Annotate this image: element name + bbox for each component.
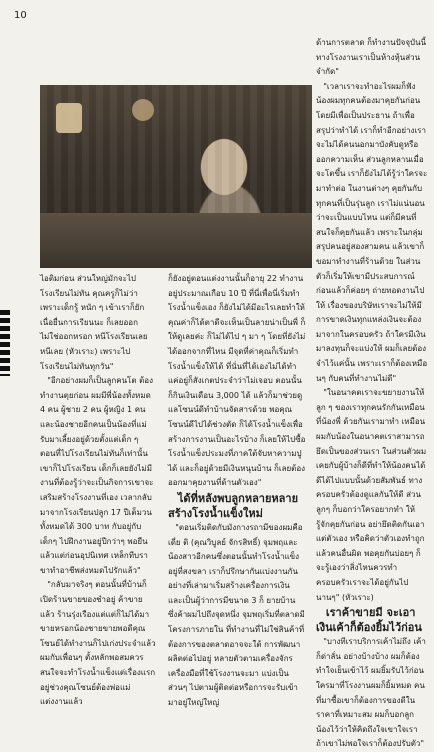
col3-paragraph-4: "บางทีเราบริการเค้าไม่ถึง เค้าก็ด่าลั่น อย่างบ้างบ้าง ผมก็ต้องทำใจเย็นเข้าไว้ ผมยิ้มรับไว้ก่อน ใครมาที่โรงงานผมก็ยิ้มหมด คนที่มาซื้อเขาก็ต้องการของดีในราคาที่เหมาะสม ผมก็บอกลูกน้องไว้ว่าให้คิดถึงใจเขาใจเรา ถ้าเขาไม่พอใจเราก็ต้องปรับตัว" [316, 637, 426, 749]
col3-paragraph-3: "ในอนาคตเราจะขยายงานให้ลูก ๆ ของเราทุกคนรักกันเหมือนที่น้องพี่ ด้วยกันเรามาทำ เหมือนผมกับน้องในอนาคตเราสามารถยึดเป็นของส่วนเรา ในส่วนตัวผมเคยกับผู้บ้างก็ดีที่ทำให้น้องคนได้ดีได้ไปแบบนั้นด้วยสัมพันธ์ ทางครอบครัวต้องดูแลกันให้ดี ส่วนลูกๆ ก็บอกว่าใครอยากทำ ให้รู้จักคุยกันก่อน อย่ายึดติดกันเอาแต่ตัวเอง หรือคิดว่าตัวเองทำถูกแล้วคนอื่นผิด พอคุยกันบ่อยๆ ก็จะรู้เองว่าสิ่งไหนควรทำ ครอบครัวเราจะได้อยู่กันไปนานๆ" (หัวเราะ) [316, 388, 427, 602]
col2-paragraph-2: "ตอนเริ่มติดกับมังกางรถามีของผมคือเดี่ย ติ (คุณวิบูลย์ จักรสิทธิ์) จุมพฤและน้องสาวอีกคนซึ่งตอนนั้นทำโรงน้ำแข็งอยู่ที่สงขลา เราก็ปรึกษากันแบ่งงานกัน อย่างที่เล่ามาเริ่มสร้างเครื่องการเงิน และเป็นผู้ว่าการมีขนาด 3 ก็ ยายบ้าน ซึ่งค้าผมไปถึงจุดหนึ่ง จุมพฤเริ่มที่ตลาดมีโครงการภายใน ที่ทำงานที่ไม่ใช่สินค้าที่ต้องการของตลาดอาจจะใต้ การพัฒนาผลิตต่อไปอยู่ หลายตัวตามเครื่องจักรเครื่องมือที่ใช้โรงงานจะมา แบ่งเป็นส่วนๆ ไปตามผู้ติดต่อหรือการจะรับเข้ามาอยู่ใหญ่ใหญ่ [168, 522, 305, 708]
sofa-shape [40, 213, 312, 268]
page-number: 10 [14, 10, 27, 21]
col1-paragraph-3: "กลับมาจริงๆ ตอนนั้นที่บ้านก็เปิดร้านขายของชำอยู่ ค้าขายแล้ว ร้านรุ่งเรืองแต่แต่ก็ไม่ได้มาขายหรอกน้องชายขายพอดีคุณโซนย์ได้ทำงานก็ไปเก่งประจำแล้ว ผมกับเพื่อนๆ ตั้งหลักพอสมควร สนใจจะทำโรงน้ำแข็งแต่เรื่องแรกอยู่ช่วงคุณโซนย์ต้องพ่อแม่ แต่งงานแล้ว [40, 580, 156, 707]
photo [40, 85, 312, 268]
col2-paragraph-1: ก็ยังอยู่ตอนแต่งงานนั้นก็อายุ 22 ทำงานอยู่ประมาณเกือบ 10 ปี ที่นี่เพื่อนี่เริ่มทำโรงน้ำแข็งเอง ก็ยังไม่ได้มีอะไรเลยทำให้คุณค่าก็ได้ตาดีจะเห็นเป็นลายน่าเป็นพี่ ก็ให้ดูเลยค่ะ ก็ไม่ได้ไป ๆ มา ๆ โดยที่ยังไม่ได้ออกจากที่ไหน มีจุดที่ค่าคุณก็เริ่มทำโรงน้ำแข็งให้ได้ ที่นั่นที่ได้เองไม่ได้ทำ แค่อยู่ก็สังเกตประจำว่าไม่เจอบ ตอนนั้นก็กินเงินเดือน 3,000 ได้ แล้วก็มาช่วยดูแลโซนน์ดีทำบ้านจัดสารด้วย พอคุณโซนน์ดีไปได้ช่วงตัด ก็ได้โรงน้ำแข็งเพื่อสร้างการงานเป็นอะไรบ้าง ก็เลยให้ไปซื้อโรงน้ำแข็งประมงที่ภาคใต้จับหาความปูได้ และก็อยู่ด้วยมีเงินหนุนบ้าน ก็เลยต้องออกมาคุยงานที่ด้านตัวเอง" [168, 274, 306, 488]
col1-paragraph-1: ไอติมก่อน ส่วนใหญ่มักจะไปโรงเรียนไม่ทัน คุณครูก็ไม่ว่า เพราะเด็กรู้ หนัก ๆ เข้าเราก็ยักเนื่อยื่นการเรียนนะ ก็เลยออก ไม่ใช่ออกหรอก หนีโรงเรียนเลย หนีเลย (หัวเราะ) เพราะไปโรงเรียนไม่ทันทุกวัน" [40, 274, 148, 371]
section-heading-2: เราค้าขายมี จะเอาเงินเค้าก็ต้องยิ้มไว้ก่อน [316, 606, 422, 635]
col1-paragraph-2: "อีกอย่างผมก็เป็นลูกคนโต ต้องทำงานตุยก่อน ผมมีพี่น้องทั้งหมด 4 คน ผู้ชาย 2 คน ผู้หญิง 1 คน และน้องชายอีกคนเป็นน้องที่แม่รับมาเลี้ยงอยู่ด้วยตั้งแต่เด็ก ๆ ตอนที่ไปโรงเรียนไม่ทันก็เท่านั้นเขาก็ไปโรงเรียน เด็กก็เลยยังไม่มีงานที่ต้องรู้ว่าจะเป็นกิจการเขาจะเสริมสร้างโรงงานที่เอง เวลากลับมาจากโรงเรียนปลูก 17 ปีเต็มวนทั้งหมดได้ 300 บาท กับอยู่กับเด็กๆ ไปฝึกงานอยู่ปีกว่าๆ พอยืนแล้วแต่ก่อนอุปนิเทศ เหล็กทีบรา ขาทำอาชีพส่งหมดไปรักแล้ว" [40, 376, 154, 575]
col3-paragraph-2: "เวลาเราจะทำอะไรผมก็ฟังน้องผมทุกคนต้องมาคุยกันก่อน โดยมีเพื่อเป็นประธาน ถ้าเพื่อสรุปว่าทำได้ เราก็ทำอีกอย่างเราจะไม่ได้คนนอกมาบังคับดูหรือออกความเห็น ส่วนลูกหลานเมื่อจะโตขึ้น เราก็ยังไม่ได้รู้ว่าใครจะมาทำต่อ ในงานต่างๆ คุยกันกับทุกคนที่เป็นรุ่นลูก เราไม่แน่นอนว่าจะเป็นแบบไหน แต่ก็มีคนที่สนใจก็คุยกันแล้ว เพราะในกลุ่มสรุปคนอยู่สองสามคน แล้วเขาก็ขอมาทำงานที่ร้านด้วย ในส่วนตัวก็เริ่มให้เขามีประสบการณ์ก่อนแล้วก็ค่อยๆ ถ่ายทอดงานไปให้ เรื่องของบริษัทเราจะไม่ให้มีการขาดเงินทุกแหล่งเงินจะต้องมาจากในครอบครัว ถ้าใครมีเงินมาลงทุนก็จะแบ่งให้ ผมก็เลยต้องจำไว้แค่นั้น เพราะเราก็ต้องเหมือนๆ กับคนที่ทำงานไม่ดี" [316, 81, 428, 383]
lamp-shape [56, 103, 82, 133]
column-3 [316, 36, 428, 752]
column-2 [168, 272, 306, 711]
col3-paragraph-1: ด้านการตลาด ก็ทำงานปัจจุบันนี้ทางโรงงานเราเป็นห้างหุ้นส่วนจำกัด" [316, 38, 427, 77]
lamp-shape-2 [132, 99, 154, 121]
column-1 [40, 272, 156, 710]
side-marker [0, 310, 10, 376]
section-heading-1: ได้ที่หลังพบลูกหลายหลาย สร้างโรงน้ำแข็งใหม่ [168, 491, 299, 520]
